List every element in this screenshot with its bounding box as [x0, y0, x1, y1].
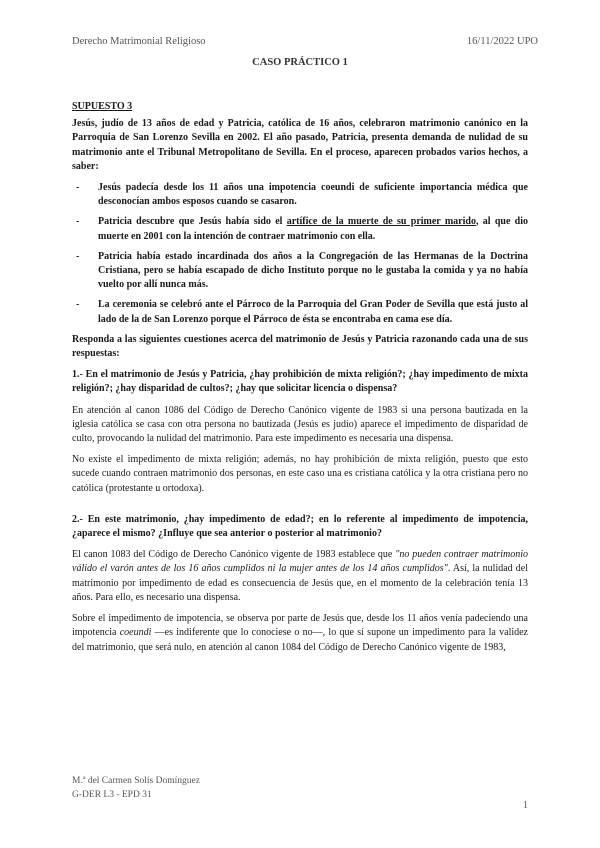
list-item — [72, 215, 528, 243]
bullet-dash: - — [76, 216, 80, 228]
legal-quote: "no pueden contraer matrimonio válido el varón antes de los 16 años cumplidos ni la mujer antes de los 14 años cumplidos" — [72, 549, 529, 575]
answer-2-paragraph — [72, 612, 528, 655]
fact-text: , al que dio muerte en 2001 con la intención de contraer matrimonio con ella. — [98, 216, 529, 242]
question-1: 1.- En el matrimonio de Jesús y Patricia, ¿hay prohibición de mixta religión?; ¿hay impedimento de mixta religión?; ¿hay disparidad de cultos?; ¿hay que solicitar licencia o dispensa? — [72, 369, 528, 395]
answer-text: Sobre el impedimento de impotencia, se observa por parte de Jesús que, desde los 11 años venía padeciendo una impotencia — [72, 613, 528, 639]
answer-text: El canon 1083 del Código de Derecho Canónico vigente de 1983 establece que — [72, 549, 396, 561]
facts-list — [72, 181, 528, 327]
bullet-dash: - — [76, 250, 80, 262]
case-intro: Jesús, judío de 13 años de edad y Patricia, católica de 16 años, celebraron matrimonio canónico en la Parroquia de San Lorenzo Sevilla en 2002. El año pasado, Patricia, presenta demanda de nulidad de su matrimonio ante el Tribunal Metropolitano de Sevilla. En el proceso, aparecen probados varios hechos, a saber: — [72, 118, 528, 172]
fact-text: Jesús padecía desde los 11 años una impotencia coeundi de suficiente importancia médica que desconocían ambos esposos cuando se casaron. — [98, 182, 528, 208]
fact-underlined: artífice de la muerte de su primer marido — [286, 216, 476, 228]
question-2: 2.- En este matrimonio, ¿hay impedimento de edad?; en lo referente al impedimento de impotencia, ¿aparece el mismo? ¿Influye que sea anterior o posterior al matrimonio? — [72, 513, 528, 540]
latin-term: coeundi — [119, 627, 152, 639]
answer-1-paragraph: En atención al canon 1086 del Código de Derecho Canónico vigente de 1983 si una persona bautizada en la iglesia católica se casa con otra persona no bautizada (Jesús es judío) aparece el impedimento de disparidad de culto, provocando la nulidad del matrimonio. Para este impedimento es necesaria una dispensa. — [72, 404, 528, 445]
page-title: CASO PRÁCTICO 1 — [252, 57, 348, 68]
section-heading: SUPUESTO 3 — [72, 101, 133, 112]
document-body — [72, 100, 528, 662]
answer-text: —es indiferente que lo conociese o no—, lo que sí supone un impedimento para la validez del matrimonio, que será nulo, en atención al canon 1084 del Código de Derecho Canónico vigente de 1983, — [72, 627, 528, 653]
header-course: Derecho Matrimonial Religioso — [72, 36, 206, 47]
bullet-dash: - — [76, 299, 80, 311]
fact-text: Patricia descubre que Jesús había sido el — [98, 216, 287, 228]
spacer — [72, 503, 528, 513]
answer-text: . Así, la nulidad del matrimonio por impedimento de edad es consecuencia de Jesús que, en el momento de la celebración tenía 13 años. Para ello, es necesario una dispensa. — [72, 563, 528, 603]
instructions: Responda a las siguientes cuestiones acerca del matrimonio de Jesús y Patricia razonando cada una de sus respuestas: — [72, 333, 528, 360]
list-item — [72, 298, 528, 326]
fact-text: La ceremonia se celebró ante el Párroco de la Parroquia del Gran Poder de Sevilla que está justo al lado de la de San Lorenzo porque el Párroco de ésta se encontraba en cama ese día. — [98, 299, 528, 325]
header-date: 16/11/2022 UPO — [466, 36, 538, 47]
list-item — [72, 250, 528, 293]
answer-2-paragraph — [72, 548, 528, 605]
footer-author: M.ª del Carmen Solís Domínguez — [72, 776, 200, 786]
page-number: 1 — [523, 800, 528, 811]
bullet-dash: - — [76, 182, 80, 194]
list-item — [72, 181, 528, 209]
footer-group: G-DER L3 - EPD 31 — [72, 790, 152, 800]
fact-text: Patricia había estado incardinada dos años a la Congregación de las Hermanas de la Doctrina Cristiana, pero se había escapado de dicho Instituto porque no le gustaba la comida y ya no había vuelto por allí nunca más. — [98, 250, 528, 291]
answer-1-paragraph: No existe el impedimento de mixta religión; además, no hay prohibición de mixta religión, puesto que esto sucede cuando contraen matrimonio dos personas, en este caso una es cristiana católica y la otra cristiana pero no católica (protestante u ortodoxa). — [72, 454, 528, 494]
